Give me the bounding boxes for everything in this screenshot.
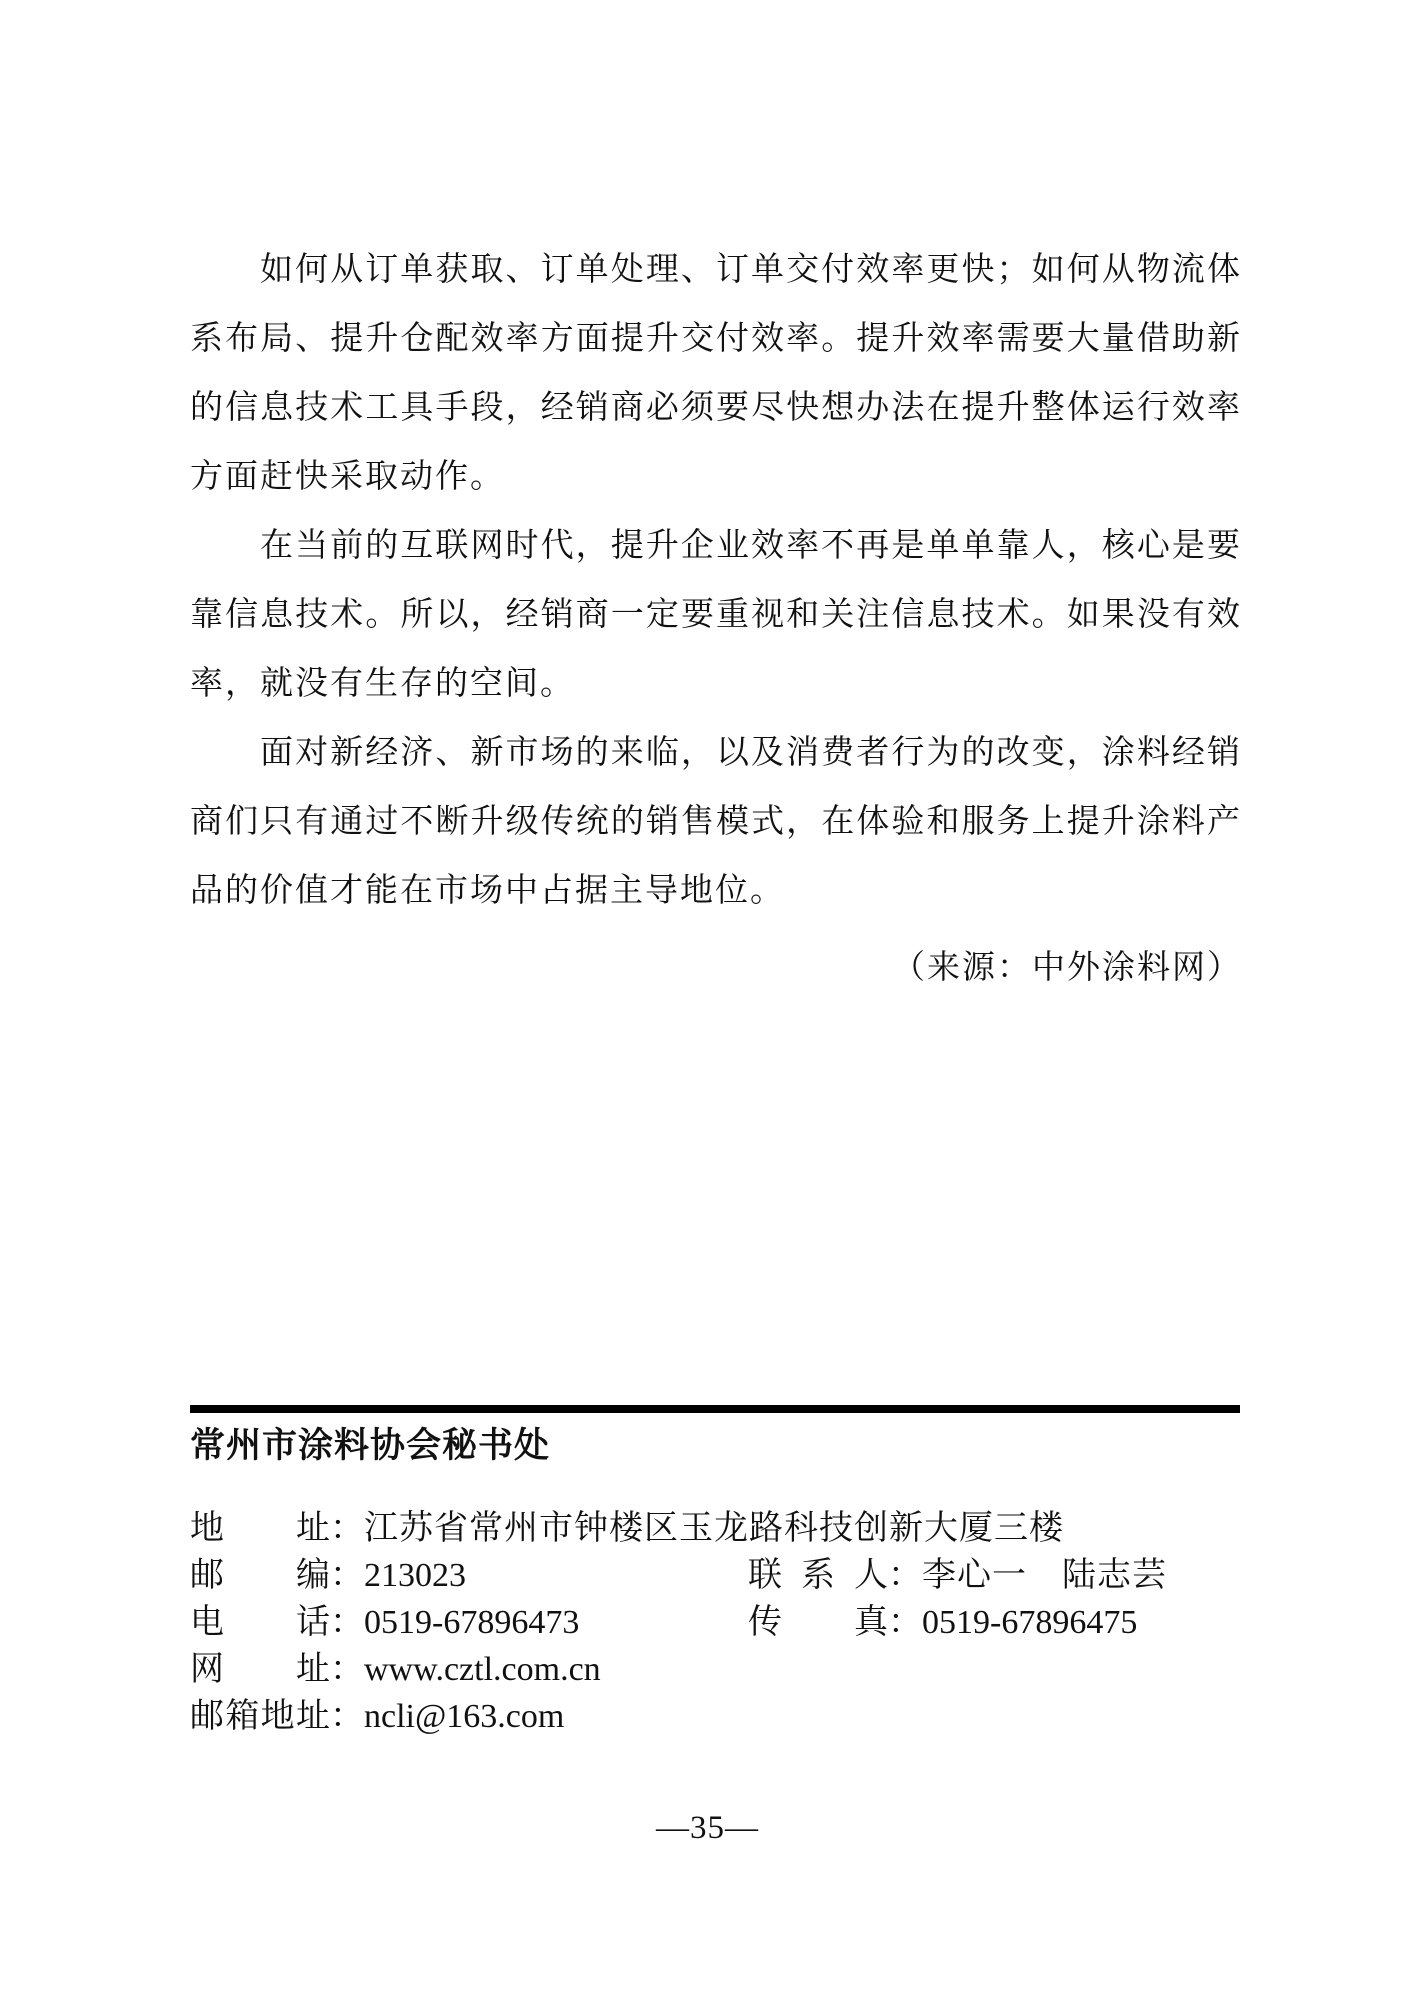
address-value: 江苏省常州市钟楼区玉龙路科技创新大厦三楼 — [364, 1510, 1064, 1547]
footer-divider-rule — [190, 1405, 1240, 1413]
org-name: 常州市涂料协会秘书处 — [190, 1426, 551, 1465]
source-attribution: （来源：中外涂料网） — [892, 950, 1242, 986]
paragraph: 如何从订单获取、订单处理、订单交付效率更快；如何从物流体系布局、提升仓配效率方面提升交付效率。提升效率需要大量借助新的信息技术工具手段，经销商必须要尽快想办法在提升整体运行效率方面赶快采取动作。 — [190, 252, 1242, 495]
postcode-value: 213023 — [364, 1557, 466, 1594]
contact-person-colon: ： — [888, 1557, 922, 1594]
contact-person-label: 联系人 — [748, 1557, 888, 1594]
fax-label: 传真 — [748, 1604, 888, 1641]
phone-value: 0519-67896473 — [364, 1604, 580, 1641]
website-colon: ： — [330, 1651, 364, 1688]
email-label: 邮箱地址 — [190, 1698, 330, 1735]
contact-row-postcode-person — [190, 1552, 1242, 1599]
paragraph: 在当前的互联网时代，提升企业效率不再是单单靠人，核心是要靠信息技术。所以，经销商一定要重视和关注信息技术。如果没有效率，就没有生存的空间。 — [190, 528, 1242, 702]
fax-colon: ： — [888, 1604, 922, 1641]
page-number: —35— — [656, 1810, 759, 1846]
article-body — [190, 236, 1242, 1003]
phone-label: 电话 — [190, 1604, 330, 1641]
website-value: www.cztl.com.cn — [364, 1651, 601, 1688]
website-label: 网址 — [190, 1651, 330, 1688]
postcode-label: 邮编 — [190, 1557, 330, 1594]
email-value: ncli@163.com — [364, 1698, 565, 1735]
contact-row-email — [190, 1693, 1242, 1740]
contact-list — [190, 1505, 1242, 1740]
contact-row-address — [190, 1505, 1242, 1552]
contact-person-value: 李心一 陆志芸 — [922, 1557, 1167, 1594]
address-colon: ： — [330, 1510, 364, 1547]
address-label: 地址 — [190, 1510, 330, 1547]
contact-row-phone-fax — [190, 1599, 1242, 1646]
fax-value: 0519-67896475 — [922, 1604, 1138, 1641]
email-colon: ： — [330, 1698, 364, 1735]
phone-colon: ： — [330, 1604, 364, 1641]
paragraph: 面对新经济、新市场的来临，以及消费者行为的改变，涂料经销商们只有通过不断升级传统的销售模式，在体验和服务上提升涂料产品的价值才能在市场中占据主导地位。 — [190, 735, 1242, 909]
postcode-colon: ： — [330, 1557, 364, 1594]
footer-contact-block — [190, 1405, 1242, 1740]
contact-row-website — [190, 1646, 1242, 1693]
